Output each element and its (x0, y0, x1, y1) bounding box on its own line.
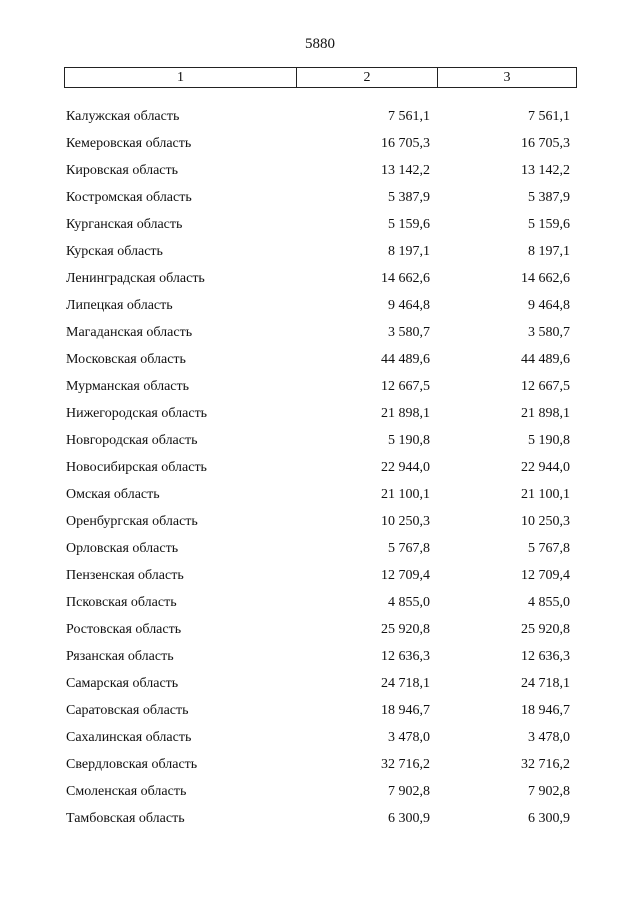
region-name: Рязанская область (66, 649, 174, 664)
region-name: Новосибирская область (66, 460, 207, 475)
value-col3: 5 190,8 (528, 433, 570, 448)
table-row (0, 728, 640, 755)
value-col2: 10 250,3 (381, 514, 430, 529)
table-row (0, 404, 640, 431)
header-cell-col2: 2 (297, 68, 438, 87)
value-col3: 9 464,8 (528, 298, 570, 313)
region-name: Калужская область (66, 109, 180, 124)
table-row (0, 647, 640, 674)
table-row (0, 242, 640, 269)
region-name: Новгородская область (66, 433, 198, 448)
region-name: Ростовская область (66, 622, 182, 637)
value-col2: 9 464,8 (388, 298, 430, 313)
table-row (0, 701, 640, 728)
value-col3: 4 855,0 (528, 595, 570, 610)
table-row (0, 512, 640, 539)
value-col2: 6 300,9 (388, 811, 430, 826)
region-name: Липецкая область (66, 298, 173, 313)
header-cell-col1: 1 (65, 68, 297, 87)
table-row (0, 458, 640, 485)
value-col2: 16 705,3 (381, 136, 430, 151)
value-col3: 25 920,8 (521, 622, 570, 637)
table-row (0, 620, 640, 647)
header-cell-col3: 3 (503, 70, 511, 85)
region-name: Омская область (66, 487, 160, 502)
region-name: Кемеровская область (66, 136, 192, 151)
value-col3: 16 705,3 (521, 136, 570, 151)
value-col3: 5 159,6 (528, 217, 570, 232)
table-row (0, 269, 640, 296)
table-row (0, 539, 640, 566)
table-row (0, 107, 640, 134)
value-col3: 7 902,8 (528, 784, 570, 799)
table-row (0, 431, 640, 458)
value-col2: 3 478,0 (388, 730, 430, 745)
region-name: Магаданская область (66, 325, 193, 340)
region-name: Свердловская область (66, 757, 198, 772)
table-row (0, 323, 640, 350)
value-col2: 13 142,2 (381, 163, 430, 178)
region-name: Московская область (66, 352, 186, 367)
value-col2: 12 636,3 (381, 649, 430, 664)
value-col3: 21 898,1 (521, 406, 570, 421)
region-name: Мурманская область (66, 379, 190, 394)
region-name: Самарская область (66, 676, 179, 691)
value-col2: 22 944,0 (381, 460, 430, 475)
value-col2: 21 898,1 (381, 406, 430, 421)
region-name: Костромская область (66, 190, 192, 205)
value-col2: 21 100,1 (381, 487, 430, 502)
region-name: Нижегородская область (66, 406, 208, 421)
region-name: Саратовская область (66, 703, 189, 718)
value-col2: 24 718,1 (381, 676, 430, 691)
value-col3: 5 387,9 (528, 190, 570, 205)
value-col2: 5 387,9 (388, 190, 430, 205)
value-col2: 8 197,1 (388, 244, 430, 259)
value-col3: 14 662,6 (521, 271, 570, 286)
region-name: Ленинградская область (66, 271, 205, 286)
table-row (0, 485, 640, 512)
value-col3: 5 767,8 (528, 541, 570, 556)
value-col2: 12 667,5 (381, 379, 430, 394)
region-name: Оренбургская область (66, 514, 198, 529)
value-col2: 5 159,6 (388, 217, 430, 232)
table-row (0, 134, 640, 161)
value-col2: 12 709,4 (381, 568, 430, 583)
value-col2: 14 662,6 (381, 271, 430, 286)
table-row (0, 350, 640, 377)
table-row (0, 188, 640, 215)
value-col2: 32 716,2 (381, 757, 430, 772)
value-col3: 12 709,4 (521, 568, 570, 583)
value-col2: 44 489,6 (381, 352, 430, 367)
table-row (0, 755, 640, 782)
table-row (0, 809, 640, 836)
value-col3: 22 944,0 (521, 460, 570, 475)
region-name: Курская область (66, 244, 163, 259)
region-name: Сахалинская область (66, 730, 192, 745)
table-row (0, 296, 640, 323)
region-name: Тамбовская область (66, 811, 185, 826)
value-col3: 3 478,0 (528, 730, 570, 745)
value-col3: 18 946,7 (521, 703, 570, 718)
region-name: Пензенская область (66, 568, 184, 583)
value-col3: 44 489,6 (521, 352, 570, 367)
value-col3: 8 197,1 (528, 244, 570, 259)
table-row (0, 674, 640, 701)
value-col3: 13 142,2 (521, 163, 570, 178)
value-col3: 10 250,3 (521, 514, 570, 529)
value-col2: 4 855,0 (388, 595, 430, 610)
page-number: 5880 (305, 36, 335, 52)
table-row (0, 782, 640, 809)
value-col2: 18 946,7 (381, 703, 430, 718)
region-name: Смоленская область (66, 784, 187, 799)
table-row (0, 161, 640, 188)
value-col2: 5 190,8 (388, 433, 430, 448)
table-row (0, 215, 640, 242)
region-name: Кировская область (66, 163, 179, 178)
value-col3: 21 100,1 (521, 487, 570, 502)
table-row (0, 377, 640, 404)
value-col2: 5 767,8 (388, 541, 430, 556)
table-header (64, 67, 577, 88)
region-name: Курганская область (66, 217, 183, 232)
table-body (0, 107, 640, 836)
table-row (0, 593, 640, 620)
table-row (0, 566, 640, 593)
value-col2: 25 920,8 (381, 622, 430, 637)
value-col3: 12 636,3 (521, 649, 570, 664)
value-col2: 7 561,1 (388, 109, 430, 124)
value-col3: 7 561,1 (528, 109, 570, 124)
region-name: Орловская область (66, 541, 179, 556)
value-col3: 32 716,2 (521, 757, 570, 772)
value-col3: 6 300,9 (528, 811, 570, 826)
value-col3: 12 667,5 (521, 379, 570, 394)
value-col2: 7 902,8 (388, 784, 430, 799)
value-col3: 24 718,1 (521, 676, 570, 691)
value-col2: 3 580,7 (388, 325, 430, 340)
value-col3: 3 580,7 (528, 325, 570, 340)
region-name: Псковская область (66, 595, 177, 610)
